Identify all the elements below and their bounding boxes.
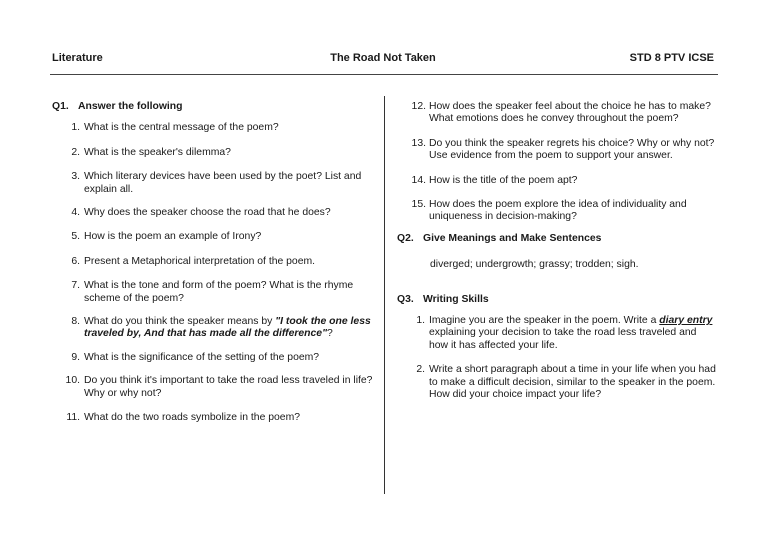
item-number: 2. — [71, 146, 80, 158]
list-item — [397, 315, 717, 352]
list-item — [397, 199, 717, 224]
item-text: What is the significance of the setting of the poem? — [84, 351, 320, 363]
q1-title: Answer the following — [78, 101, 183, 112]
header-subject: Literature — [52, 52, 103, 64]
item-number: 2. — [416, 364, 425, 376]
item-text — [429, 315, 717, 352]
item-number: 15. — [411, 199, 426, 211]
header-rule — [50, 74, 718, 75]
list-item — [52, 256, 378, 268]
left-column — [52, 101, 378, 425]
q1-number: Q1. — [52, 101, 69, 112]
list-item — [52, 280, 378, 305]
item-number: 11. — [66, 412, 80, 424]
q3-title: Writing Skills — [423, 293, 489, 305]
item-number: 10. — [65, 375, 80, 387]
item-number: 14. — [411, 174, 426, 186]
list-item — [52, 375, 378, 400]
item-text-part: explaining your decision to take the road less traveled and how it has affected your life. — [429, 327, 697, 351]
item-number: 7. — [71, 280, 80, 292]
list-item — [52, 171, 378, 196]
item-text: How is the poem an example of Irony? — [84, 231, 262, 243]
item-number: 1. — [71, 122, 80, 134]
page-header — [52, 52, 714, 68]
item-text: Present a Metaphorical interpretation of the poem. — [84, 255, 316, 267]
q1-list-continued — [397, 101, 717, 224]
list-item — [52, 122, 378, 134]
item-number: 5. — [71, 231, 80, 243]
item-text: What is the tone and form of the poem? What is the rhyme scheme of the poem? — [84, 280, 354, 304]
list-item — [52, 352, 378, 364]
item-number: 9. — [71, 351, 80, 363]
diary-entry-emphasis: diary entry — [659, 315, 713, 327]
list-item — [397, 364, 717, 401]
item-text-part: What do you think the speaker means by — [84, 316, 276, 328]
q3-number: Q3. — [397, 293, 414, 305]
list-item — [397, 101, 717, 126]
item-number: 6. — [71, 255, 80, 267]
q2-number: Q2. — [397, 232, 414, 244]
q2-word-list: diverged; undergrowth; grassy; trodden; sigh. — [430, 259, 639, 271]
item-number: 1. — [416, 315, 425, 327]
list-item — [52, 316, 378, 341]
item-text: How is the title of the poem apt? — [429, 174, 578, 186]
header-title: The Road Not Taken — [330, 52, 436, 64]
list-item — [52, 412, 378, 424]
list-item — [52, 231, 378, 243]
q2-heading — [397, 233, 717, 245]
q1-list — [52, 122, 378, 424]
item-text: Why does the speaker choose the road that he does? — [84, 207, 331, 219]
item-number: 3. — [71, 171, 80, 183]
header-class: STD 8 PTV ICSE — [629, 52, 714, 64]
item-text-part: Imagine you are the speaker in the poem. Write a — [429, 315, 660, 327]
item-text — [84, 316, 378, 341]
item-number: 13. — [411, 137, 426, 149]
item-text: What is the central message of the poem? — [84, 122, 279, 134]
item-text: Do you think it's important to take the road less traveled in life? Why or why not? — [84, 375, 373, 399]
q3-heading — [397, 294, 717, 306]
item-text: What do the two roads symbolize in the poem? — [84, 412, 301, 424]
item-text: Write a short paragraph about a time in your life when you had to make a difficult decision, similar to the speaker in the poem. How did your choice impact your life? — [429, 364, 716, 401]
column-divider — [384, 96, 385, 494]
list-item — [52, 147, 378, 159]
item-text-part: ? — [327, 328, 333, 340]
item-text: Do you think the speaker regrets his choice? Why or why not? Use evidence from the poem to support your answer. — [429, 137, 715, 162]
item-text: Which literary devices have been used by the poet? List and explain all. — [84, 171, 362, 195]
item-number: 8. — [71, 316, 80, 328]
q3-list — [397, 315, 717, 401]
item-number: 4. — [71, 207, 80, 219]
list-item — [397, 175, 717, 187]
right-column — [397, 101, 717, 402]
poem-quote: "I took the one less traveled by, And that has made all the difference" — [84, 316, 371, 340]
list-item — [52, 207, 378, 219]
item-text: How does the poem explore the idea of individuality and uniqueness in decision-making? — [429, 199, 687, 223]
q2-title: Give Meanings and Make Sentences — [423, 232, 602, 244]
item-text: How does the speaker feel about the choice he has to make? What emotions does he convey throughout the poem? — [429, 101, 711, 125]
item-text: What is the speaker's dilemma? — [84, 146, 231, 158]
list-item — [397, 138, 717, 163]
q1-heading — [52, 101, 378, 113]
item-number: 12. — [411, 101, 426, 112]
